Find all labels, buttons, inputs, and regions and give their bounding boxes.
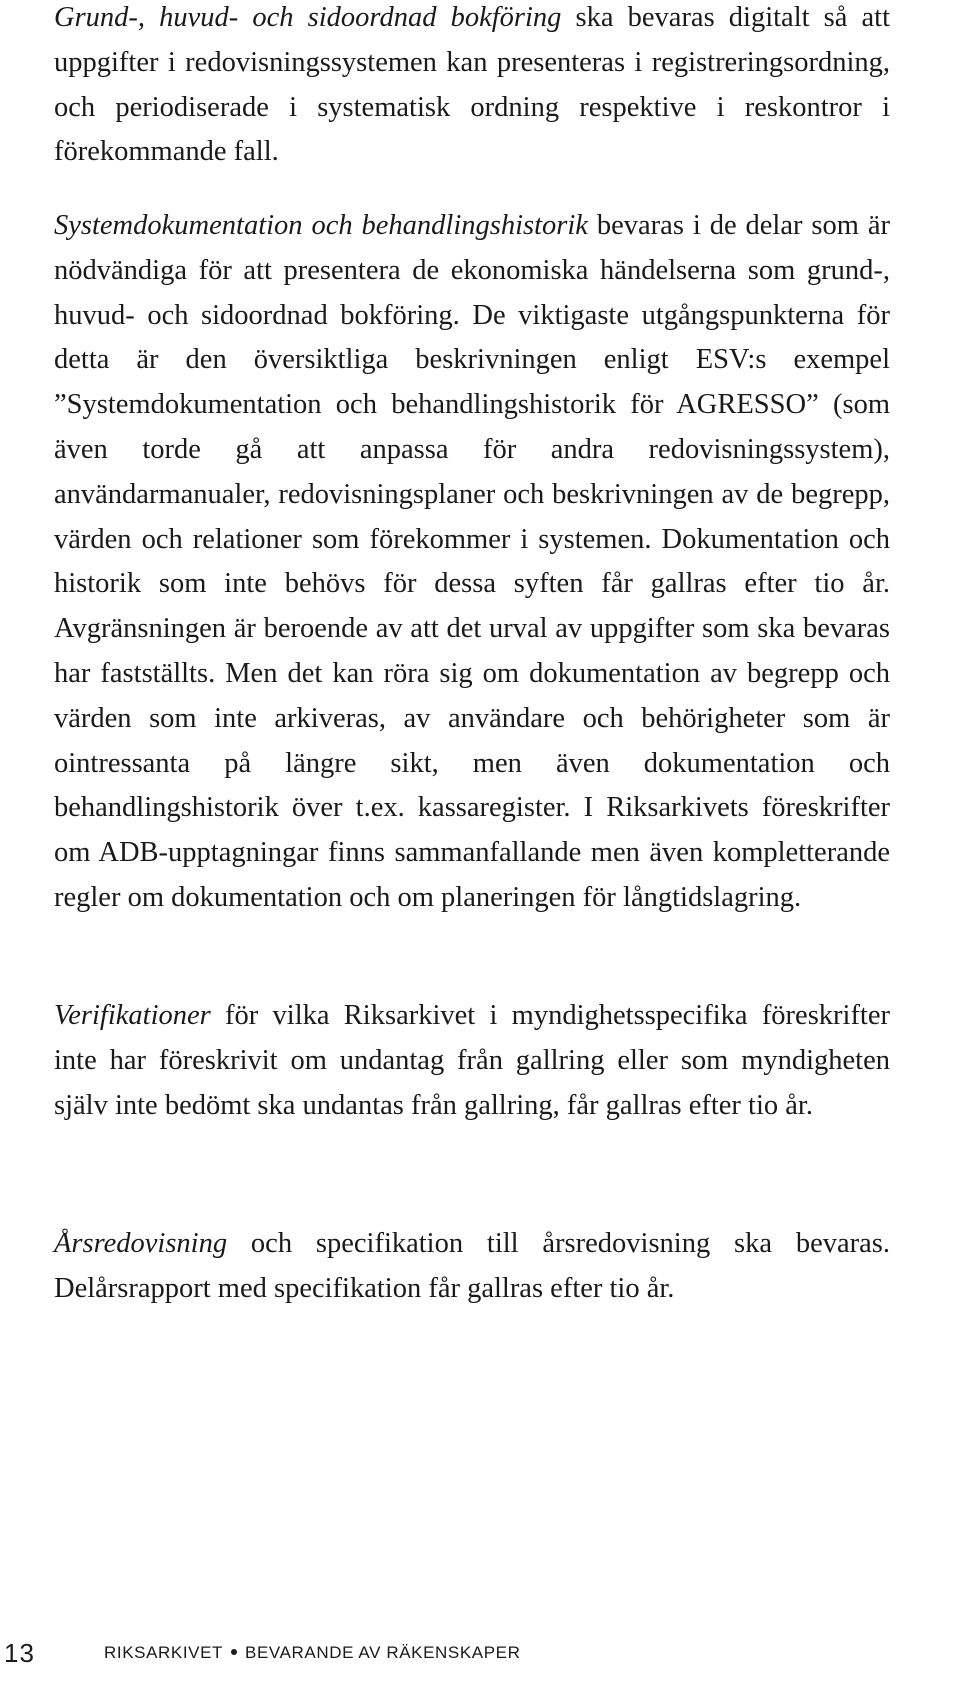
page-footer <box>0 1638 960 1678</box>
paragraph-text: ska bevaras digitalt så att uppgifter i redovisningssystemen kan presenteras i registreringsordning, och periodiserade i systematisk ordning respektive i reskontror i förekommande fall. <box>54 2 890 168</box>
footer-title: BEVARANDE AV RÄKENSKAPER <box>245 1643 521 1662</box>
paragraph-arsredovisning <box>54 1222 890 1312</box>
paragraph-verifikationer <box>54 994 890 1128</box>
paragraph-lead-term: Systemdokumentation och behandlingshistorik <box>54 210 588 241</box>
footer-publisher: RIKSARKIVET <box>104 1643 224 1662</box>
paragraph-lead-term: Verifikationer <box>54 1000 211 1031</box>
paragraph-text: bevaras i de delar som är nödvändiga för att presentera de ekonomiska händelserna som grund-, huvud- och sidoordnad bokföring. De viktigaste utgångspunkterna för detta är den översiktliga beskrivningen enligt ESV:s exempel ”Systemdokumentation och behandlingshistorik för AGRESSO” (som även torde gå att anpassa för andra redovisningssystem), användarmanualer, redovisningsplaner och beskrivningen av de begrepp, värden och relationer som förekommer i systemen. Dokumentation och historik som inte behövs för dessa syften får gallras efter tio år. Avgränsningen är beroende av att det urval av uppgifter som ska bevaras har fastställts. Men det kan röra sig om dokumentation av begrepp och värden som inte arkiveras, av användare och behörigheter som är ointressanta på längre sikt, men även dokumentation och behandlingshistorik över t.ex. kassaregister. I Riksarkivets föreskrifter om ADB-upptagningar finns sammanfallande men även kompletterande regler om dokumentation och om planeringen för långtidslagring. <box>54 210 890 913</box>
bullet-separator-icon <box>231 1649 237 1655</box>
paragraph-lead-term: Årsredovisning <box>54 1228 228 1259</box>
paragraph-text: för vilka Riksarkivet i myndighetsspecifika föreskrifter inte har föreskrivit om undantag från gallring eller som myndigheten själv inte bedömt ska undantas från gallring, får gallras efter tio år. <box>54 1000 890 1121</box>
paragraph-text: och specifikation till årsredovisning ska bevaras. Delårsrapport med specifikation får gallras efter tio år. <box>54 1228 890 1304</box>
paragraph-bokforing <box>54 0 890 175</box>
paragraph-systemdokumentation <box>54 204 890 921</box>
running-footer <box>104 1643 521 1663</box>
page-number: 13 <box>4 1638 35 1668</box>
paragraph-lead-term: Grund-, huvud- och sidoordnad bokföring <box>54 2 562 33</box>
